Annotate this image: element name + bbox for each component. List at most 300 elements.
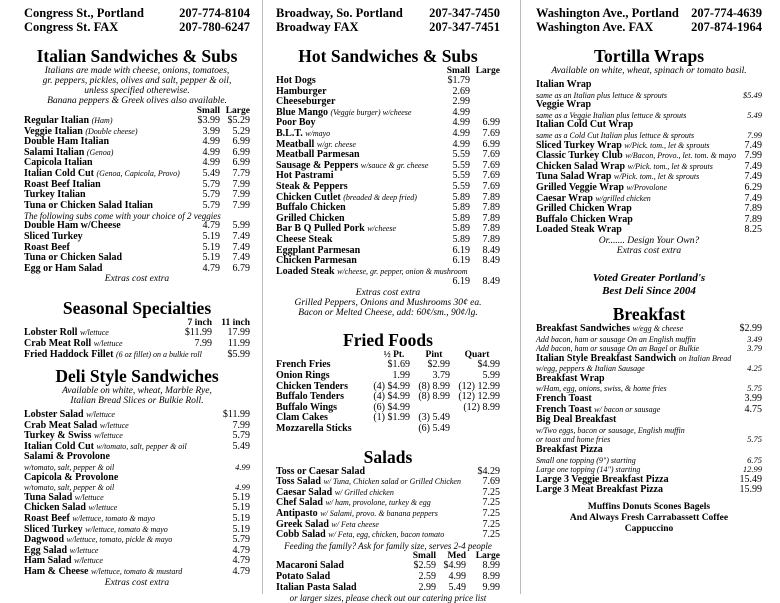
item-price: 2.99 (418, 581, 436, 593)
item-price: $5.29 (227, 115, 250, 126)
item-price: 5.59 (452, 180, 470, 192)
menu-item (536, 445, 762, 456)
item-price: 4.79 (232, 544, 250, 556)
item-price: 5.89 (452, 202, 470, 214)
item-label: Grilled Chicken Wrap (536, 203, 632, 215)
item-label: Italian Pasta Salad (276, 581, 357, 593)
item-price: 7.69 (482, 149, 500, 161)
item-price: 5.19 (202, 252, 220, 264)
item-desc: (6 oz fillet) on a bulkie roll (115, 349, 202, 359)
item-label: Tuna or Chicken Salad (24, 252, 123, 264)
item-label: Sliced Turkey (24, 523, 83, 535)
item-label: Fried Haddock Fillet (24, 348, 114, 360)
item-price: 2.99 (452, 96, 470, 108)
item-price: 4.99 (202, 157, 220, 169)
item-price: 7.69 (482, 159, 500, 171)
item-desc: w/tomato, salt, pepper & oil (96, 441, 187, 451)
item-price: 5.59 (452, 149, 470, 161)
item-label: Eggplant Parmesan (276, 244, 361, 256)
item-label: Onion Rings (276, 370, 330, 382)
item-price: 7.49 (744, 171, 762, 183)
item-desc: w/lettuce, tomato & mayo (72, 514, 155, 524)
item-name (24, 201, 190, 212)
item-label: Chicken Tenders (276, 380, 348, 392)
section-title-italian: Italian Sandwiches & Subs (36, 46, 238, 66)
item-price: 7.49 (232, 241, 250, 253)
menu-item (276, 583, 500, 594)
location-phone[interactable]: 207-347-7450 (429, 6, 500, 20)
item-price: 5.89 (452, 191, 470, 203)
location-phone[interactable]: 207-774-8104 (179, 6, 250, 20)
item-price: 11.99 (227, 337, 250, 349)
item-label: Double Ham w/Cheese (24, 220, 121, 232)
item-label: Hot Dogs (276, 75, 316, 86)
item-name (536, 485, 730, 496)
item-label: Loaded Steak Wrap (536, 224, 622, 236)
item-price: 4.99 (202, 136, 220, 148)
size-label: Large (475, 66, 500, 76)
item-desc: w/ Tuna, Chicken salad or Grilled Chicken (323, 477, 461, 487)
item-price: 8.49 (482, 244, 500, 256)
item-name (536, 445, 730, 456)
item-label: Grilled Veggie Wrap (536, 181, 624, 193)
item-price: 5.79 (232, 534, 250, 546)
item-label: Meatball (276, 138, 315, 150)
item-price: 7.89 (482, 233, 500, 245)
item-price: 7.25 (482, 486, 500, 498)
menu-item (536, 335, 762, 345)
item-desc: w/ ham, provolone, turkey & egg (325, 498, 431, 508)
item-label: Italian Style Breakfast Sandwich (536, 352, 677, 364)
item-name (536, 80, 730, 91)
footer-line: Muffins Donuts Scones Bagels (587, 502, 711, 512)
item-price: 4.79 (202, 220, 220, 232)
item-price: (6) $4.99 (373, 401, 410, 413)
menu-item (536, 415, 762, 426)
item-desc: (Veggie burger) w/cheese (330, 107, 412, 117)
section-title-salads: Salads (363, 446, 413, 467)
section-note: or larger sizes, please check out our catering price list (289, 593, 487, 603)
item-label: Breakfast Sandwiches (536, 322, 630, 334)
item-price: 7.99 (232, 178, 250, 190)
item-price: 12.99 (742, 464, 762, 475)
item-price: 7.89 (482, 212, 500, 224)
fax-number: 207-874-1964 (691, 20, 762, 34)
item-name (536, 225, 730, 236)
item-label: Chicken Salad Wrap (536, 160, 626, 172)
section-note: Grilled Peppers, Onions and Mushrooms 30¢ ea. (294, 297, 482, 308)
item-price: (4) $4.99 (373, 391, 410, 403)
item-price: (3) 5.49 (418, 412, 450, 424)
item-price: 5.89 (452, 223, 470, 235)
item-label: Cheese Steak (276, 233, 333, 245)
item-price: 5.89 (452, 233, 470, 245)
section-note: Banana peppers & Greek olives also available. (47, 96, 227, 106)
item-price: 5.19 (202, 241, 220, 253)
item-desc: w/Bacon, Provo., let. tom. & mayo (625, 151, 736, 161)
item-price: (4) $4.99 (373, 380, 410, 392)
item-price: 4.99 (202, 146, 220, 158)
item-price: 15.99 (739, 484, 762, 496)
item-price: 7.69 (482, 476, 500, 488)
fax-header (276, 20, 500, 34)
size-label: 11 inch (221, 318, 250, 329)
item-desc: or toast and home fries (536, 435, 611, 445)
item-desc: w/gr. cheese (316, 139, 356, 149)
item-price: 7.25 (482, 497, 500, 509)
item-price: $2.99 (739, 322, 762, 334)
item-name (536, 100, 730, 111)
item-price: 6.29 (744, 181, 762, 193)
item-price: 7.25 (482, 529, 500, 541)
footer-line: Cappuccino (624, 524, 674, 534)
item-desc: w/lettuce (74, 556, 103, 566)
item-label: Egg Salad (24, 544, 68, 556)
item-label: Antipasto (276, 508, 318, 519)
item-price: 5.59 (452, 159, 470, 171)
item-price: 7.89 (482, 191, 500, 203)
item-label: Cheeseburger (276, 96, 336, 108)
item-name (536, 456, 730, 466)
item-price: 8.49 (482, 276, 500, 288)
section-note: Bacon or Melted Cheese, add: 60¢/sm., 90¢/lg. (298, 307, 478, 318)
menu-item (24, 473, 250, 484)
item-price: 5.75 (747, 434, 762, 445)
item-price: $4.99 (443, 560, 466, 572)
item-desc: w/lettuce (93, 338, 123, 348)
item-desc: (Genoa, Capicola, Provo) (96, 168, 180, 178)
section-title-wraps: Tortilla Wraps (593, 46, 705, 66)
location-header (276, 6, 500, 20)
item-desc: w/lettuce, tomato & mustard (90, 567, 183, 576)
section-note: Available on white, wheat, Marble Rye, (62, 386, 212, 397)
item-price: 7.89 (482, 223, 500, 235)
item-desc: w/lettuce, tomato, pickle & mayo (66, 535, 173, 545)
item-label: Caesar Salad (276, 486, 333, 498)
item-label: Loaded Steak (276, 265, 335, 277)
item-price: 6.19 (452, 255, 470, 267)
item-label: Italian Cold Cut Wrap (536, 119, 634, 131)
item-price: 7.25 (482, 508, 500, 519)
item-desc: w/lettuce (69, 545, 99, 555)
item-label: Salami Italian (24, 146, 85, 158)
item-desc: w/ Feta cheese (331, 519, 379, 529)
section-note: gr. peppers, pickles, olives and salt, pepper & oil, (42, 76, 232, 86)
section-note: unless specified otherewise. (84, 86, 190, 96)
item-label: Potato Salad (276, 570, 331, 582)
fax-number: 207-780-6247 (179, 20, 250, 34)
item-label: Italian Cold Cut (24, 167, 95, 179)
item-price: 7.49 (232, 230, 250, 242)
item-name (24, 452, 214, 463)
extras-note: Extras cost extra (104, 274, 170, 285)
item-label: Buffalo Tenders (276, 391, 345, 403)
section-note: The following subs come with your choice of 2 veggies (24, 211, 221, 222)
salad-list-2 (276, 561, 500, 593)
item-price: 4.25 (747, 363, 762, 374)
item-price: (8) 8.99 (418, 391, 450, 403)
item-label: Salami & Provolone (24, 451, 110, 463)
menu-item (536, 426, 762, 436)
item-price: $2.59 (413, 560, 436, 572)
menu-item (276, 277, 500, 288)
menu-item (24, 350, 250, 361)
item-price: 6.19 (452, 244, 470, 256)
item-label: Big Deal Breakfast (536, 414, 617, 426)
item-label: Lobster Salad (24, 409, 84, 421)
item-price: 8.99 (482, 560, 500, 572)
item-label: Breakfast Wrap (536, 372, 605, 384)
fax-header (24, 20, 250, 34)
size-label: Large (475, 550, 500, 561)
item-name (24, 350, 202, 361)
item-desc: w/egg, peppers & Italian Sausage (536, 364, 645, 374)
item-label: Clam Cakes (276, 412, 328, 424)
menu-item (536, 485, 762, 496)
column-congress (24, 6, 250, 588)
item-name (536, 120, 730, 131)
item-name (276, 267, 467, 278)
item-label: Turkey & Swiss (24, 430, 92, 442)
item-label: Mozzarella Sticks (276, 423, 352, 435)
breakfast-list (536, 324, 762, 496)
item-price: $11.99 (184, 327, 212, 339)
item-label: Steak & Peppers (276, 180, 348, 192)
item-price: 4.79 (202, 262, 220, 274)
item-desc: Add bacon, ham or sausage On an English muffin (536, 334, 696, 344)
item-price: $11.99 (222, 409, 250, 421)
deli-list (24, 410, 250, 578)
section-title-seasonal: Seasonal Specialties (62, 298, 212, 319)
item-desc: w/cheese, gr. pepper, onion & mushroom (337, 266, 468, 276)
column-divider (520, 0, 521, 594)
item-price: 7.49 (744, 192, 762, 204)
item-price: 8.99 (482, 570, 500, 582)
item-label: Toss or Caesar Salad (276, 465, 366, 477)
item-price: $5.99 (227, 348, 250, 360)
item-desc: same as an Italian plus lettuce & sprouts (536, 90, 668, 100)
item-price: 4.99 (452, 127, 470, 139)
item-desc: w/grilled chicken (595, 193, 651, 203)
item-price: 6.99 (482, 117, 500, 129)
item-price: 5.89 (452, 212, 470, 224)
item-desc: w/Ham, egg, onions, swiss, & home fries (536, 384, 667, 394)
item-price: 7.69 (482, 127, 500, 139)
item-name (276, 424, 362, 435)
item-label: French Fries (276, 359, 331, 371)
item-price: 5.29 (232, 125, 250, 137)
item-price: 7.99 (232, 189, 250, 201)
item-price: 7.69 (482, 180, 500, 192)
item-label: B.L.T. (276, 127, 303, 139)
item-price: 6.75 (747, 454, 762, 465)
item-name (276, 530, 466, 541)
item-price: 7.99 (747, 129, 762, 140)
item-price: 2.69 (452, 85, 470, 97)
item-price: 5.79 (232, 430, 250, 442)
item-label: Hot Pastrami (276, 170, 334, 182)
menu-item (536, 80, 762, 91)
section-note: Or....... Design Your Own? (598, 235, 700, 246)
item-price: 5.49 (747, 109, 762, 120)
item-price: 5.79 (202, 199, 220, 211)
item-desc: Add bacon, ham or sausage On an Bagel or Bulkie (536, 344, 700, 354)
item-price: 5.75 (747, 383, 762, 394)
item-price: 8.49 (482, 255, 500, 267)
item-desc: w/Two eggs, bacon or sausage, English muffin (536, 425, 685, 435)
item-label: Large 3 Meat Breakfast Pizza (536, 484, 663, 496)
menu-item (536, 120, 762, 131)
item-label: Ham Salad (24, 555, 72, 567)
item-name (24, 264, 190, 275)
item-label: Tuna Salad (24, 491, 73, 503)
item-label: French Toast (536, 403, 592, 415)
item-price: 6.19 (452, 276, 470, 288)
menu-item (536, 324, 762, 335)
item-label: Regular Italian (24, 115, 90, 126)
item-label: Sausage & Peppers (276, 159, 359, 171)
item-desc: Large one topping (14") starting (536, 465, 641, 475)
fax-label: Broadway FAX (276, 20, 359, 34)
item-price: 7.89 (744, 203, 762, 215)
item-price: 7.49 (232, 252, 250, 264)
item-desc: (breaded & deep fried) (343, 192, 417, 202)
item-price: (8) 8.99 (418, 380, 450, 392)
item-desc: w/Pick. tom., let & sprouts (627, 161, 713, 171)
item-desc: w/ Salami, provo. & banana peppers (320, 509, 438, 518)
item-price: 4.99 (452, 138, 470, 150)
item-desc: Small one topping (9") starting (536, 455, 636, 465)
item-price: 7.99 (232, 419, 250, 431)
fax-header (536, 20, 762, 34)
salad-list (276, 467, 500, 541)
item-price: (1) $1.99 (373, 412, 410, 424)
item-price: 6.99 (232, 136, 250, 148)
item-price: (12) 12.99 (458, 391, 500, 403)
item-price: (6) 5.49 (418, 423, 450, 435)
item-label: Roast Beef (24, 513, 70, 525)
item-label: Veggie Italian (24, 125, 83, 137)
menu-item (536, 225, 762, 236)
item-price: 7.89 (744, 213, 762, 225)
item-label: Sliced Turkey Wrap (536, 139, 622, 151)
item-price: 6.99 (232, 157, 250, 169)
item-label: Tuna Salad Wrap (536, 171, 612, 183)
wrap-list (536, 80, 762, 236)
item-price: 5.19 (232, 502, 250, 514)
column-broadway (276, 6, 500, 603)
item-price: $1.69 (387, 359, 410, 371)
item-label: Capicola Italian (24, 157, 93, 169)
item-label: Roast Beef (24, 241, 70, 253)
item-price: 6.99 (482, 138, 500, 150)
fax-label: Congress St. FAX (24, 20, 119, 34)
size-label: 7 inch (187, 318, 212, 329)
fried-list (276, 360, 500, 434)
item-price: 5.59 (452, 170, 470, 182)
item-label: Sliced Turkey (24, 230, 83, 242)
item-desc: w/tomato, salt, pepper & oil (24, 463, 115, 473)
item-price: 7.99 (194, 337, 212, 349)
item-name (24, 473, 214, 484)
section-note: Italians are made with cheese, onions, tomatoes, (44, 66, 230, 76)
item-desc: w/cheese (367, 224, 397, 234)
item-label: Bar B Q Pulled Pork (276, 223, 365, 235)
column-washington (536, 6, 762, 535)
item-label: Meatball Parmesan (276, 149, 360, 161)
item-desc: (Ham) (91, 116, 113, 125)
item-price: 3.99 (744, 393, 762, 405)
size-label: Quart (464, 349, 490, 360)
item-label: Crab Meat Salad (24, 419, 98, 431)
item-desc: w/egg & cheese (632, 323, 684, 333)
location-name: Congress St., Portland (24, 6, 144, 20)
italian-list-2 (24, 221, 250, 274)
item-price: 3.79 (747, 343, 762, 354)
item-label: Large 3 Veggie Breakfast Pizza (536, 473, 669, 485)
item-desc: w/lettuce (79, 328, 109, 338)
extras-note: Extras cost extra (104, 577, 170, 588)
item-price: 2.59 (418, 570, 436, 582)
column-divider (262, 0, 263, 594)
italian-list (24, 116, 250, 211)
item-desc: (Genoa) (86, 147, 114, 157)
item-label: Toss Salad (276, 476, 321, 488)
menu-item (24, 264, 250, 275)
item-label: Crab Meat Roll (24, 337, 92, 349)
item-label: Chicken Salad (24, 502, 86, 514)
item-name (536, 354, 731, 365)
item-price: 5.79 (202, 178, 220, 190)
item-price: 5.19 (232, 513, 250, 525)
item-desc: w/lettuce (86, 410, 115, 420)
size-label: Large (225, 106, 250, 116)
menu-item (24, 201, 250, 212)
item-price: 15.49 (739, 473, 762, 485)
item-name (24, 567, 214, 578)
fax-number: 207-347-7451 (429, 20, 500, 34)
item-desc: w/ Grilled chicken (334, 487, 394, 497)
item-desc: w/tomato, salt, pepper & oil (24, 483, 115, 493)
item-price: 5.79 (202, 189, 220, 201)
size-label: Small (196, 106, 220, 116)
section-note: Available on white, wheat, spinach or tomato basil. (551, 66, 747, 76)
item-label: Turkey Italian (24, 189, 86, 201)
item-desc: w/lettuce (74, 492, 104, 502)
item-label: Hamburger (276, 85, 327, 97)
item-label: Buffalo Chicken (276, 202, 346, 214)
item-desc: w/lettuce, tomato & mayo (85, 524, 168, 534)
item-price: 6.99 (232, 146, 250, 158)
item-label: Greek Salad (276, 518, 329, 530)
item-desc: same as a Cold Cut Italian plus lettuce & sprouts (536, 130, 695, 140)
item-price: 1.99 (392, 370, 410, 382)
item-label: Capicola & Provolone (24, 471, 119, 483)
item-price: 7.49 (744, 139, 762, 151)
item-label: Ham & Cheese (24, 566, 89, 577)
size-label: Small (446, 66, 470, 76)
location-phone[interactable]: 207-774-4639 (691, 6, 762, 20)
item-price: $4.29 (477, 465, 500, 477)
item-price: 3.79 (432, 370, 450, 382)
item-label: Lobster Roll (24, 327, 78, 339)
item-price: 5.49 (202, 167, 220, 179)
item-price: 7.89 (482, 202, 500, 214)
section-title-fried: Fried Foods (343, 329, 433, 350)
item-label: Classic Turkey Club (536, 150, 623, 162)
item-label: Egg or Ham Salad (24, 262, 103, 274)
item-name (536, 374, 730, 385)
